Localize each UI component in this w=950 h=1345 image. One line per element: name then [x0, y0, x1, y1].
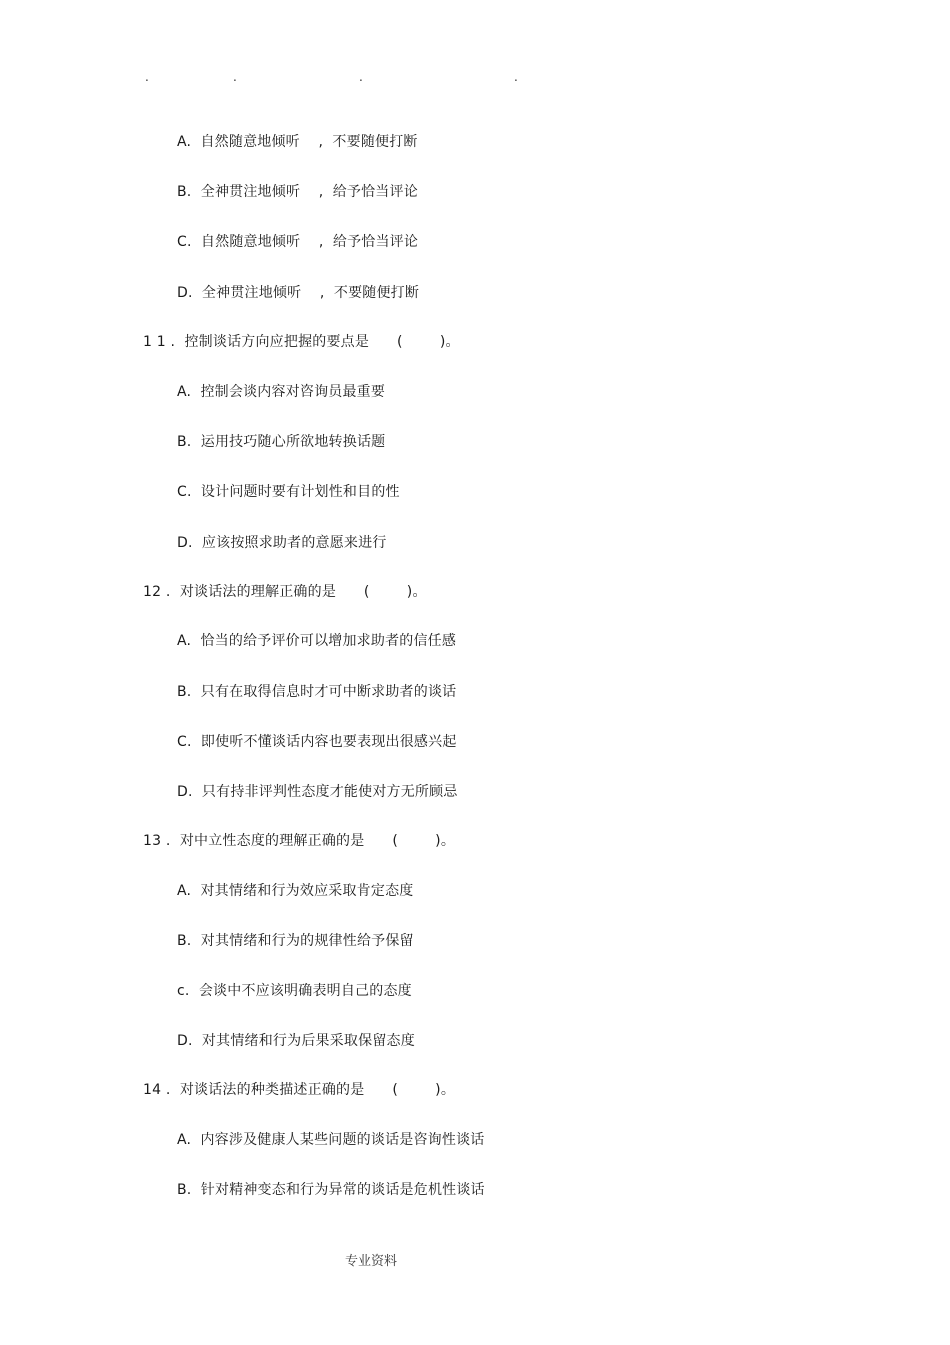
option-item: A. 控制会谈内容对咨询员最重要 — [177, 384, 386, 400]
page-footer: 专业资料 — [344, 1254, 397, 1269]
option-item: D. 应该按照求助者的意愿来进行 — [177, 535, 387, 551]
option-item: B. 全神贯注地倾听 , 给予恰当评论 — [177, 184, 418, 200]
option-item: D. 只有持非评判性态度才能使对方无所顾忌 — [177, 784, 458, 800]
question-stem: 1 1 . 控制谈话方向应把握的要点是 ( )。 — [143, 334, 460, 350]
option-item: c. 会谈中不应该明确表明自己的态度 — [177, 983, 412, 999]
header-dot: . — [233, 70, 237, 84]
option-item: D. 对其情绪和行为后果采取保留态度 — [177, 1033, 415, 1049]
option-item: A. 自然随意地倾听 , 不要随便打断 — [177, 134, 418, 150]
option-item: D. 全神贯注地倾听 , 不要随便打断 — [177, 285, 420, 301]
option-item: C. 设计问题时要有计划性和目的性 — [177, 484, 400, 500]
option-item: B. 针对精神变态和行为异常的谈话是危机性谈话 — [177, 1182, 485, 1198]
option-item: A. 对其情绪和行为效应采取肯定态度 — [177, 883, 414, 899]
question-stem: 14 . 对谈话法的种类描述正确的是 ( )。 — [143, 1082, 456, 1098]
option-item: C. 自然随意地倾听 , 给予恰当评论 — [177, 234, 419, 250]
option-item: C. 即使听不懂谈话内容也要表现出很感兴起 — [177, 734, 457, 750]
option-item: B. 对其情绪和行为的规律性给予保留 — [177, 933, 414, 949]
option-item: A. 恰当的给予评价可以增加求助者的信任感 — [177, 633, 457, 649]
option-item: A. 内容涉及健康人某些问题的谈话是咨询性谈话 — [177, 1132, 485, 1148]
question-stem: 13 . 对中立性态度的理解正确的是 ( )。 — [143, 833, 456, 849]
header-dot: . — [359, 70, 363, 84]
option-item: B. 只有在取得信息时才可中断求助者的谈话 — [177, 684, 457, 700]
header-dot: . — [514, 70, 518, 84]
header-dot: . — [145, 70, 149, 84]
option-item: B. 运用技巧随心所欲地转换话题 — [177, 434, 386, 450]
question-stem: 12 . 对谈话法的理解正确的是 ( )。 — [143, 584, 427, 600]
